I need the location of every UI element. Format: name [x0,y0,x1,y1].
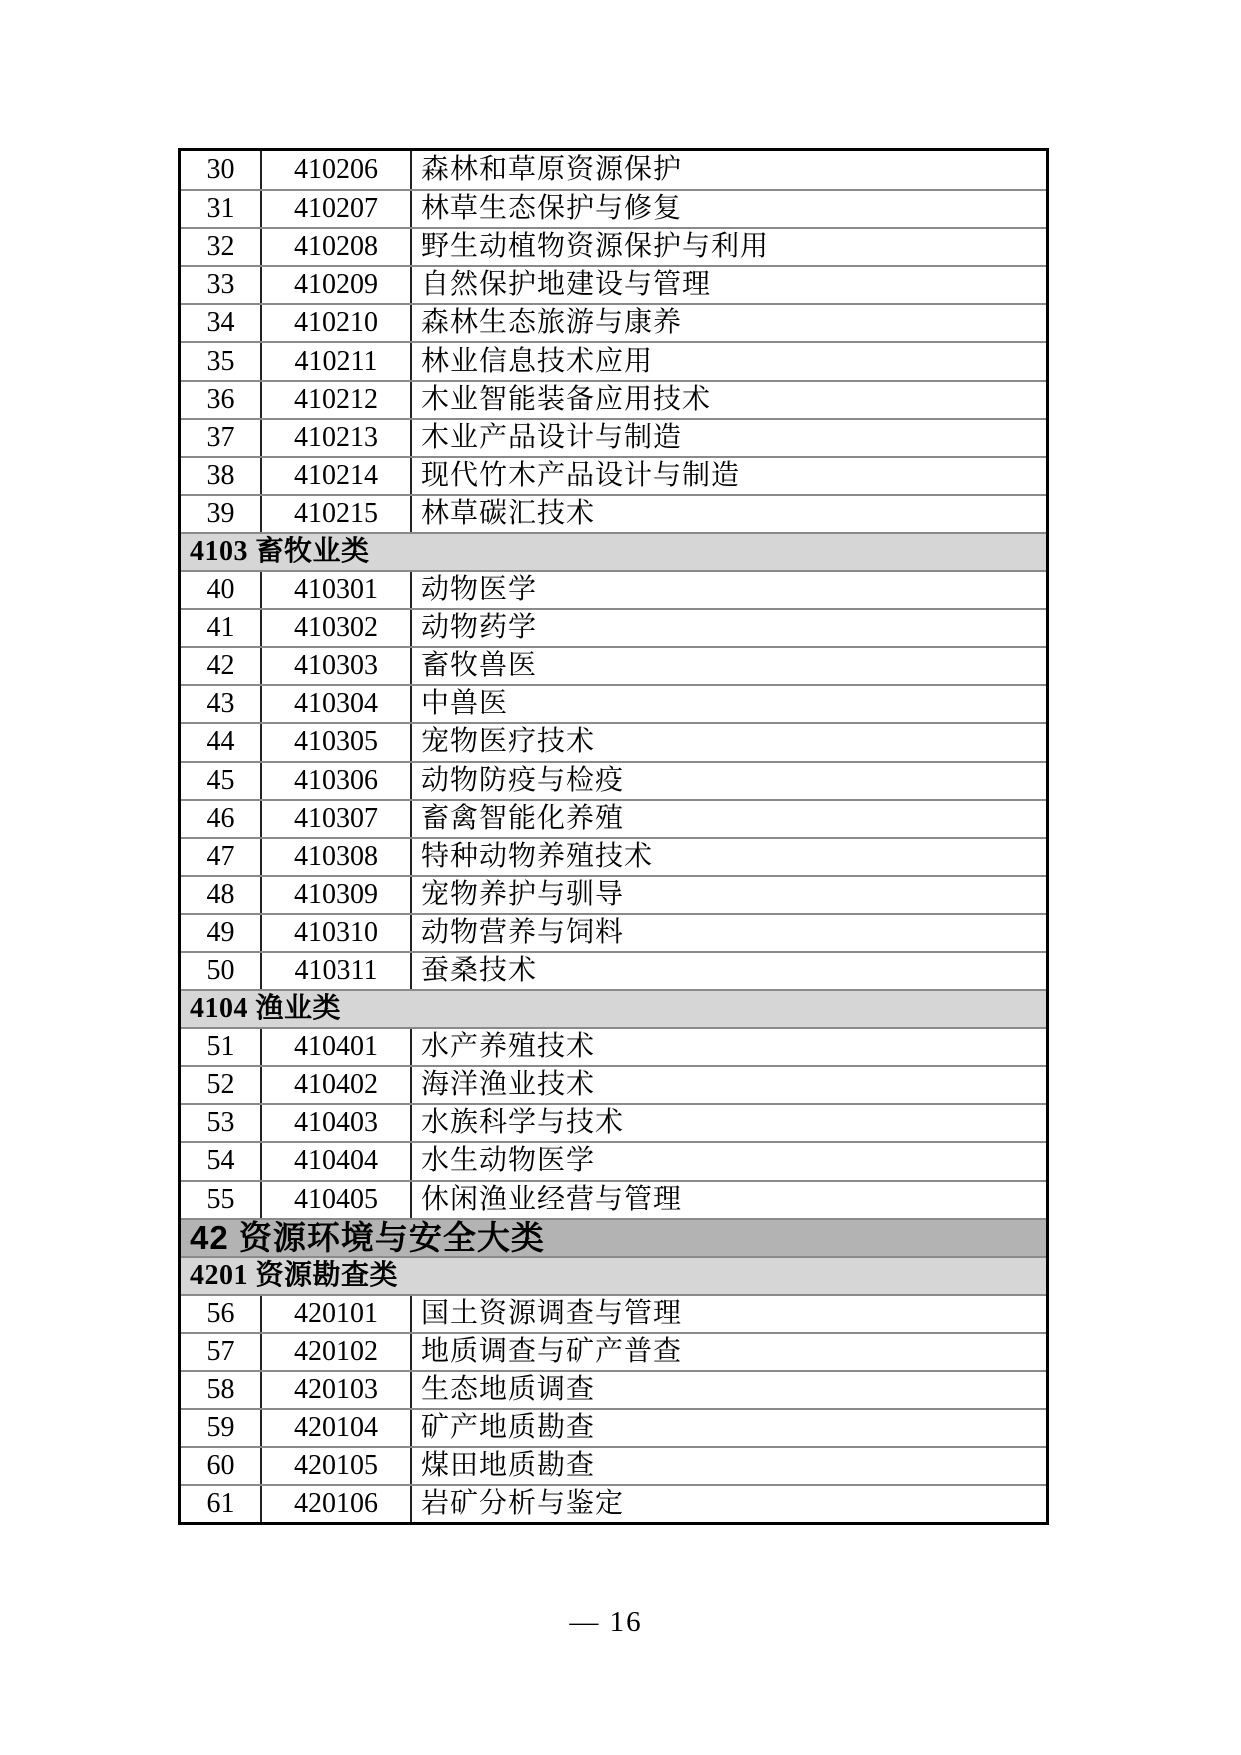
row-number: 36 [181,382,262,418]
major-name: 中兽医 [421,688,509,720]
table-row [181,1484,1046,1522]
major-code: 410213 [262,420,412,456]
table-row [181,1141,1046,1179]
major-code: 410301 [262,572,412,608]
table-row [181,151,1046,189]
major-name: 地质调查与矿产普查 [421,1335,683,1367]
table-row [181,189,1046,227]
major-code: 410212 [262,382,412,418]
row-number: 39 [181,496,262,532]
major-name: 自然保护地建设与管理 [421,269,712,301]
major-code: 410207 [262,191,412,227]
page-number [0,1606,1212,1639]
major-name: 宠物养护与驯导 [421,878,625,910]
table-row [181,684,1046,722]
table-row [181,913,1046,951]
row-number: 52 [181,1067,262,1103]
major-name: 畜禽智能化养殖 [421,802,625,834]
majors-table [178,148,1049,1525]
major-code: 410215 [262,496,412,532]
major-code: 420101 [262,1296,412,1332]
row-number: 61 [181,1486,262,1522]
row-number: 30 [181,151,262,189]
table-row [181,837,1046,875]
major-name: 水族科学与技术 [421,1107,625,1139]
major-name: 矿产地质勘查 [421,1412,596,1444]
row-number: 32 [181,229,262,265]
table-row [181,570,1046,608]
major-code: 410403 [262,1105,412,1141]
table-row [181,1370,1046,1408]
row-number: 48 [181,877,262,913]
major-code: 410311 [262,953,412,989]
major-code: 410404 [262,1143,412,1179]
row-number: 47 [181,839,262,875]
major-name: 畜牧兽医 [421,650,538,682]
table-row [181,761,1046,799]
row-number: 54 [181,1143,262,1179]
table-row [181,1332,1046,1370]
section-label: 4201 资源勘查类 [190,1259,399,1291]
row-number: 57 [181,1334,262,1370]
row-number: 50 [181,953,262,989]
row-number: 55 [181,1182,262,1218]
major-code: 410304 [262,686,412,722]
major-name: 木业产品设计与制造 [421,421,683,453]
row-number: 37 [181,420,262,456]
major-name: 水产养殖技术 [421,1031,596,1063]
major-code: 420106 [262,1486,412,1522]
table-row [181,1446,1046,1484]
major-code: 410208 [262,229,412,265]
row-number: 35 [181,343,262,379]
table-row [181,1180,1046,1218]
page-number-text: — 16 [569,1606,643,1638]
major-name: 林草碳汇技术 [421,497,596,529]
row-number: 34 [181,305,262,341]
table-row [181,875,1046,913]
major-name: 森林生态旅游与康养 [421,307,683,339]
major-name: 特种动物养殖技术 [421,840,654,872]
row-number: 44 [181,724,262,760]
row-number: 38 [181,458,262,494]
table-row [181,227,1046,265]
major-code: 410310 [262,915,412,951]
table-row [181,303,1046,341]
table-row [181,1103,1046,1141]
row-number: 46 [181,801,262,837]
major-name: 国土资源调查与管理 [421,1297,683,1329]
major-code: 410302 [262,610,412,646]
row-number: 45 [181,763,262,799]
major-code: 420105 [262,1448,412,1484]
table-row [181,265,1046,303]
major-name: 蚕桑技术 [421,955,538,987]
table-row [181,1408,1046,1446]
row-number: 42 [181,648,262,684]
major-name: 生态地质调查 [421,1374,596,1406]
table-row [181,494,1046,532]
major-name: 现代竹木产品设计与制造 [421,459,741,491]
major-code: 420104 [262,1410,412,1446]
major-code: 410307 [262,801,412,837]
major-name: 动物医学 [421,574,538,606]
section-header-minor [181,1256,1046,1294]
major-code: 410305 [262,724,412,760]
table-row [181,418,1046,456]
row-number: 56 [181,1296,262,1332]
row-number: 31 [181,191,262,227]
major-code: 410211 [262,343,412,379]
table-row [181,951,1046,989]
section-label: 42 资源环境与安全大类 [190,1219,545,1256]
row-number: 40 [181,572,262,608]
major-code: 410206 [262,151,412,189]
row-number: 60 [181,1448,262,1484]
major-code: 410210 [262,305,412,341]
table-row [181,608,1046,646]
major-name: 动物营养与饲料 [421,916,625,948]
major-name: 煤田地质勘查 [421,1450,596,1482]
row-number: 59 [181,1410,262,1446]
section-header-minor [181,532,1046,570]
table-row [181,456,1046,494]
major-name: 森林和草原资源保护 [421,154,683,186]
section-header-minor [181,989,1046,1027]
row-number: 51 [181,1029,262,1065]
major-name: 林业信息技术应用 [421,345,654,377]
major-code: 420103 [262,1372,412,1408]
major-name: 动物防疫与检疫 [421,764,625,796]
table-row [181,799,1046,837]
major-name: 宠物医疗技术 [421,726,596,758]
major-code: 410209 [262,267,412,303]
row-number: 53 [181,1105,262,1141]
major-name: 木业智能装备应用技术 [421,383,712,415]
table-row [181,1294,1046,1332]
row-number: 33 [181,267,262,303]
major-code: 410309 [262,877,412,913]
major-code: 410303 [262,648,412,684]
table-row [181,646,1046,684]
section-label: 4104 渔业类 [190,993,342,1025]
major-name: 野生动植物资源保护与利用 [421,231,770,263]
major-code: 410308 [262,839,412,875]
major-code: 420102 [262,1334,412,1370]
major-code: 410214 [262,458,412,494]
row-number: 43 [181,686,262,722]
table-row [181,1027,1046,1065]
major-name: 水生动物医学 [421,1145,596,1177]
major-name: 休闲渔业经营与管理 [421,1183,683,1215]
major-name: 动物药学 [421,612,538,644]
major-code: 410401 [262,1029,412,1065]
section-label: 4103 畜牧业类 [190,535,370,567]
major-name: 岩矿分析与鉴定 [421,1488,625,1520]
section-header-major [181,1218,1046,1256]
row-number: 58 [181,1372,262,1408]
table-row [181,722,1046,760]
major-name: 林草生态保护与修复 [421,193,683,225]
table-row [181,380,1046,418]
row-number: 49 [181,915,262,951]
row-number: 41 [181,610,262,646]
major-code: 410306 [262,763,412,799]
major-code: 410402 [262,1067,412,1103]
table-row [181,1065,1046,1103]
major-code: 410405 [262,1182,412,1218]
major-name: 海洋渔业技术 [421,1069,596,1101]
table-row [181,341,1046,379]
